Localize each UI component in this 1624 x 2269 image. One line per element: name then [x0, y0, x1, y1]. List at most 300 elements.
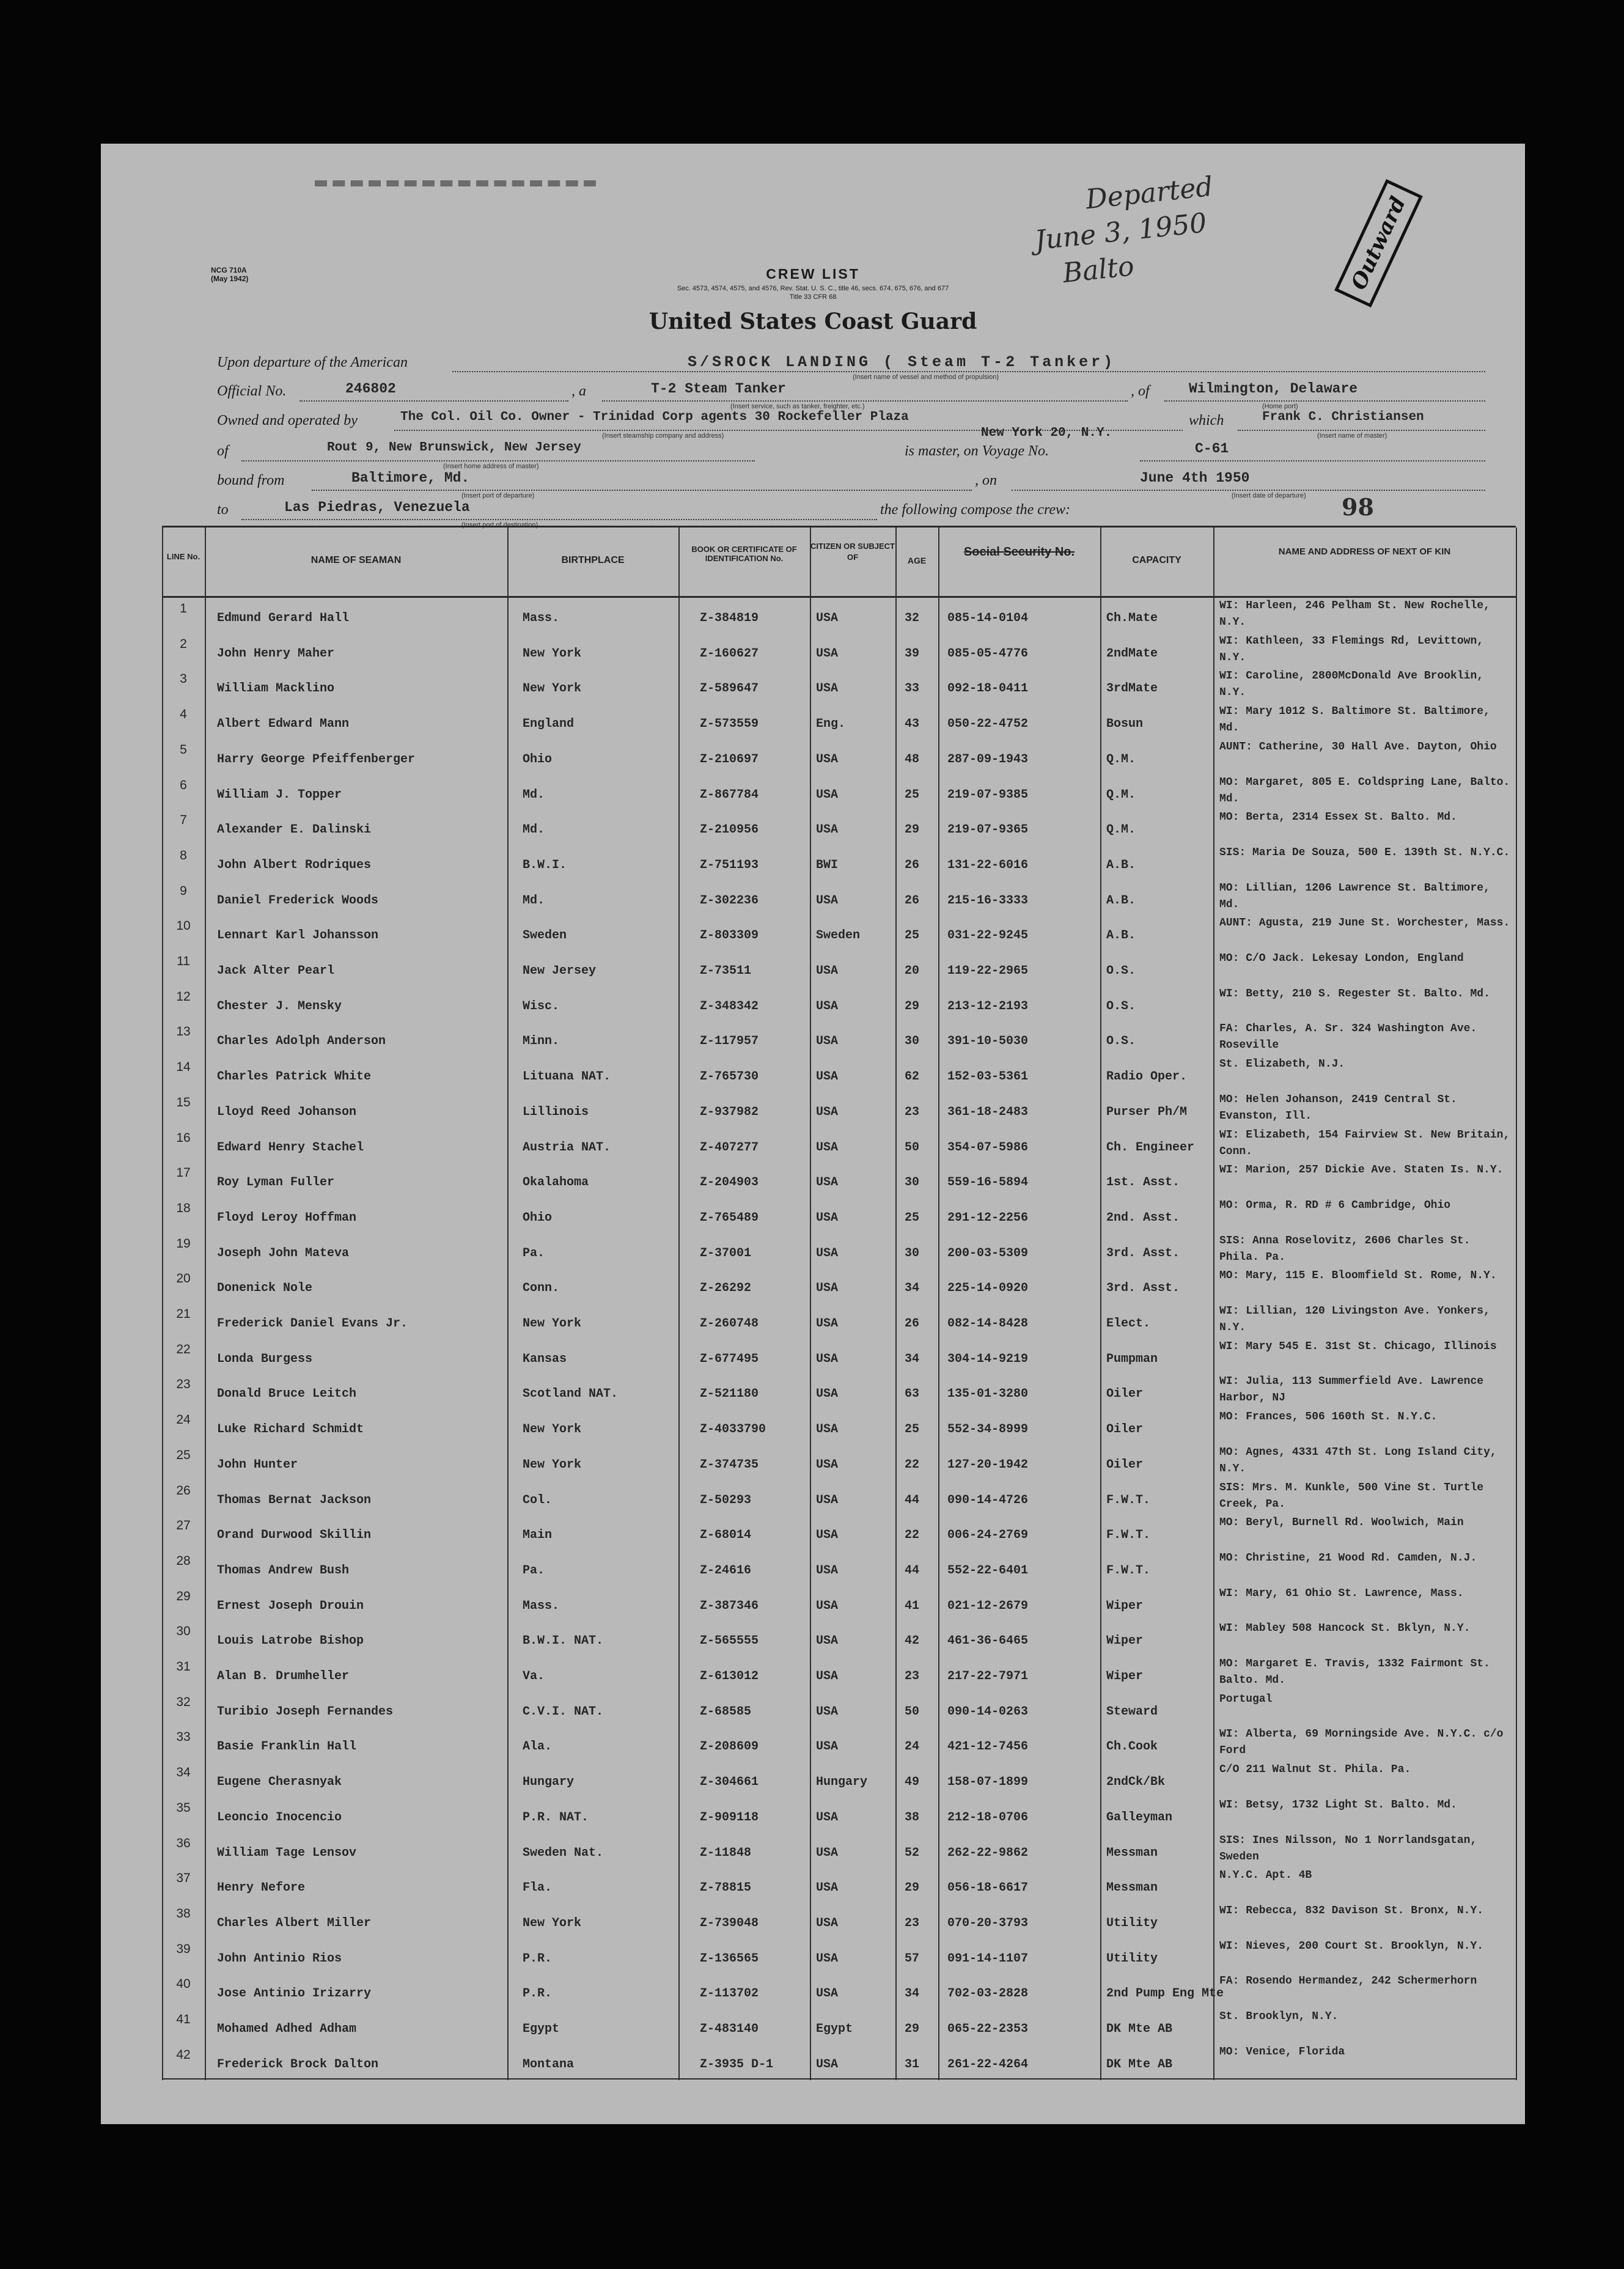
row-citizenship: USA	[816, 1422, 839, 1437]
row-seaman-name: Roy Lyman Fuller	[217, 1175, 335, 1190]
row-age: 49	[905, 1775, 920, 1790]
row-capacity: Utility	[1106, 1916, 1158, 1930]
row-seaman-name: Charles Patrick White	[217, 1070, 372, 1084]
row-certificate-number: Z-937982	[700, 1105, 759, 1119]
col-birthplace: BIRTHPLACE	[561, 555, 625, 565]
row-citizenship: USA	[816, 1175, 839, 1190]
row-citizenship: USA	[816, 1987, 839, 2001]
crew-row	[162, 1515, 1516, 1550]
crew-row	[162, 1444, 1516, 1480]
row-birthplace: Wisc.	[523, 999, 560, 1013]
row-citizenship: USA	[816, 1740, 839, 1754]
col-age: AGE	[907, 556, 927, 565]
row-line-number: 25	[176, 1447, 191, 1462]
crew-row	[162, 1374, 1516, 1409]
row-next-of-kin: MO: Berta, 2314 Essex St. Balto. Md.	[1219, 811, 1457, 824]
row-capacity: F.W.T.	[1106, 1563, 1151, 1578]
row-social-security: 304-14-9219	[947, 1351, 1029, 1366]
row-seaman-name: Jack Alter Pearl	[217, 964, 335, 978]
row-social-security: 131-22-6016	[947, 858, 1029, 872]
official-number: 246802	[345, 381, 396, 397]
crew-row	[162, 633, 1516, 669]
row-citizenship: Eng.	[816, 717, 846, 732]
row-certificate-number: Z-78815	[700, 1881, 752, 1896]
departure-port: Baltimore, Md.	[351, 470, 470, 486]
row-line-number: 16	[176, 1130, 191, 1145]
row-next-of-kin: MO: Beryl, Burnell Rd. Woolwich, Main	[1219, 1517, 1464, 1529]
row-citizenship: USA	[816, 1951, 839, 1966]
row-next-of-kin: WI: Nieves, 200 Court St. Brooklyn, N.Y.	[1219, 1940, 1484, 1952]
row-next-of-kin: WI: Julia, 113 Summerfield Ave. Lawrence Harbor, NJ	[1219, 1375, 1484, 1405]
row-capacity: Oiler	[1106, 1457, 1144, 1472]
row-certificate-number: Z-73511	[700, 964, 752, 978]
row-seaman-name: Daniel Frederick Woods	[217, 893, 379, 908]
row-certificate-number: Z-573559	[700, 717, 759, 732]
row-line-number: 8	[180, 848, 187, 862]
row-capacity: Radio Oper.	[1106, 1070, 1188, 1084]
row-birthplace: New York	[523, 1317, 582, 1331]
row-age: 41	[905, 1598, 920, 1613]
crew-row	[162, 1409, 1516, 1444]
row-birthplace: Lituana NAT.	[523, 1070, 611, 1084]
row-birthplace: P.R.	[523, 1951, 553, 1966]
vessel-name: S/SROCK LANDING ( Steam T-2 Tanker)	[688, 353, 1116, 371]
row-line-number: 11	[177, 954, 190, 968]
row-capacity: O.S.	[1106, 1034, 1136, 1049]
row-social-security: 702-03-2828	[947, 1987, 1029, 2001]
row-next-of-kin: WI: Marion, 257 Dickie Ave. Staten Is. N.Y.	[1219, 1164, 1504, 1177]
row-birthplace: B.W.I. NAT.	[523, 1634, 604, 1649]
row-certificate-number: Z-387346	[700, 1598, 759, 1613]
row-citizenship: USA	[816, 1246, 839, 1260]
row-birthplace: Mass.	[523, 1598, 560, 1613]
row-birthplace: Ohio	[523, 752, 553, 767]
row-capacity: Bosun	[1106, 717, 1144, 732]
row-age: 30	[905, 1175, 920, 1190]
statute-reference: Sec. 4573, 4574, 4575, and 4576, Rev. Stat. U. S. C., title 46, secs. 674, 675, 676, and 677 Title 33 CFR 68	[677, 285, 949, 301]
row-birthplace: B.W.I.	[523, 858, 567, 872]
row-capacity: Q.M.	[1106, 823, 1136, 837]
row-certificate-number: Z-867784	[700, 787, 759, 802]
row-line-number: 35	[176, 1800, 191, 1815]
row-citizenship: Hungary	[816, 1775, 868, 1790]
row-certificate-number: Z-739048	[700, 1916, 759, 1930]
row-line-number: 34	[176, 1765, 191, 1780]
row-line-number: 31	[176, 1660, 191, 1674]
row-social-security: 361-18-2483	[947, 1105, 1029, 1119]
departure-label: Upon departure of the American	[217, 355, 408, 370]
row-next-of-kin: MO: Margaret E. Travis, 1332 Fairmont St. Balto. Md.	[1219, 1658, 1490, 1686]
row-certificate-number: Z-204903	[700, 1175, 759, 1190]
col-line-no: LINE No.	[166, 552, 200, 561]
row-social-security: 262-22-9862	[947, 1845, 1029, 1860]
row-citizenship: USA	[816, 964, 839, 978]
row-certificate-number: Z-117957	[700, 1034, 759, 1049]
row-citizenship: USA	[816, 823, 839, 837]
row-next-of-kin: AUNT: Catherine, 30 Hall Ave. Dayton, Ohio	[1219, 740, 1497, 753]
row-capacity: F.W.T.	[1106, 1493, 1151, 1507]
row-seaman-name: Thomas Bernat Jackson	[217, 1493, 372, 1507]
row-next-of-kin: SIS: Maria De Souza, 500 E. 139th St. N.Y.C.	[1219, 846, 1510, 859]
row-social-security: 021-12-2679	[947, 1598, 1029, 1613]
row-citizenship: Egypt	[816, 2022, 853, 2036]
owner: The Col. Oil Co. Owner - Trinidad Corp agents 30 Rockefeller Plaza	[400, 410, 909, 424]
row-seaman-name: Albert Edward Mann	[217, 717, 350, 732]
row-line-number: 14	[176, 1060, 191, 1075]
row-citizenship: USA	[816, 611, 839, 625]
row-line-number: 27	[176, 1518, 191, 1533]
crew-row	[162, 1021, 1516, 1056]
row-birthplace: England	[523, 717, 575, 732]
row-age: 39	[905, 646, 920, 661]
row-social-security: 090-14-4726	[947, 1493, 1029, 1507]
crew-table	[162, 526, 1516, 2080]
row-certificate-number: Z-304661	[700, 1775, 759, 1790]
row-capacity: 1st. Asst.	[1106, 1175, 1180, 1190]
row-birthplace: New York	[523, 682, 582, 696]
row-line-number: 28	[176, 1553, 191, 1568]
row-capacity: Oiler	[1106, 1422, 1144, 1437]
row-citizenship: USA	[816, 1351, 839, 1366]
row-seaman-name: John Albert Rodriques	[217, 858, 372, 872]
row-citizenship: USA	[816, 1916, 839, 1930]
row-next-of-kin: FA: Rosendo Hermandez, 242 Schermerhorn	[1219, 1975, 1477, 1988]
row-next-of-kin: N.Y.C. Apt. 4B	[1219, 1869, 1312, 1882]
row-capacity: Steward	[1106, 1704, 1158, 1719]
row-certificate-number: Z-68014	[700, 1528, 752, 1543]
row-citizenship: USA	[816, 1881, 839, 1896]
row-line-number: 5	[180, 742, 187, 757]
row-seaman-name: Frederick Daniel Evans Jr.	[217, 1317, 408, 1331]
row-capacity: F.W.T.	[1106, 1528, 1151, 1543]
row-age: 31	[905, 2057, 920, 2072]
row-birthplace: New Jersey	[523, 964, 597, 978]
row-citizenship: USA	[816, 1387, 839, 1402]
row-age: 24	[905, 1740, 920, 1754]
crew-row	[162, 1127, 1516, 1163]
row-certificate-number: Z-11848	[700, 1845, 752, 1860]
row-seaman-name: Lloyd Reed Johanson	[217, 1105, 357, 1119]
form-code: NCG 710A (May 1942)	[211, 266, 249, 283]
master-name: Frank C. Christiansen	[1262, 410, 1424, 424]
row-seaman-name: Turibio Joseph Fernandes	[217, 1704, 394, 1719]
row-social-security: 065-22-2353	[947, 2022, 1029, 2036]
row-citizenship: BWI	[816, 858, 839, 872]
row-citizenship: USA	[816, 1598, 839, 1613]
row-social-security: 287-09-1943	[947, 752, 1029, 767]
row-seaman-name: Thomas Andrew Bush	[217, 1563, 350, 1578]
agency-title: United States Coast Guard	[648, 309, 977, 334]
row-seaman-name: Henry Nefore	[217, 1881, 306, 1896]
row-line-number: 38	[176, 1906, 191, 1921]
row-citizenship: Sweden	[816, 929, 861, 943]
row-certificate-number: Z-407277	[700, 1140, 759, 1155]
crew-row	[162, 1797, 1516, 1833]
row-capacity: 2ndCk/Bk	[1106, 1775, 1166, 1790]
destination-port: Las Piedras, Venezuela	[284, 499, 470, 515]
row-certificate-number: Z-68585	[700, 1704, 752, 1719]
row-birthplace: Kansas	[523, 1351, 567, 1366]
crew-row	[162, 1303, 1516, 1339]
row-birthplace: P.R.	[523, 1987, 553, 2001]
row-birthplace: Md.	[523, 787, 545, 802]
row-next-of-kin: MO: Helen Johanson, 2419 Central St. Evanston, Ill.	[1219, 1093, 1457, 1122]
row-next-of-kin: SIS: Mrs. M. Kunkle, 500 Vine St. Turtle Creek, Pa.	[1219, 1481, 1484, 1510]
row-citizenship: USA	[816, 1810, 839, 1825]
row-capacity: 3rd. Asst.	[1106, 1246, 1180, 1260]
row-birthplace: New York	[523, 646, 582, 661]
row-certificate-number: Z-4033790	[700, 1422, 766, 1437]
row-capacity: O.S.	[1106, 964, 1136, 978]
crew-row	[162, 1762, 1516, 1797]
row-social-security: 421-12-7456	[947, 1740, 1029, 1754]
row-capacity: 2ndMate	[1106, 646, 1158, 661]
row-next-of-kin: Portugal	[1219, 1693, 1273, 1705]
row-citizenship: USA	[816, 787, 839, 802]
row-certificate-number: Z-210697	[700, 752, 759, 767]
col-name: NAME OF SEAMAN	[310, 555, 402, 565]
crew-row	[162, 598, 1516, 633]
crew-row	[162, 1726, 1516, 1762]
row-birthplace: Va.	[523, 1669, 545, 1683]
row-social-security: 152-03-5361	[947, 1070, 1029, 1084]
row-line-number: 21	[176, 1307, 191, 1321]
row-next-of-kin: SIS: Ines Nilsson, No 1 Norrlandsgatan, Sweden	[1219, 1834, 1477, 1863]
row-social-security: 090-14-0263	[947, 1704, 1029, 1719]
row-birthplace: Md.	[523, 823, 545, 837]
row-next-of-kin: WI: Mabley 508 Hancock St. Bklyn, N.Y.	[1219, 1622, 1471, 1635]
row-capacity: Q.M.	[1106, 787, 1136, 802]
owner-city: New York 20, N.Y.	[981, 426, 1112, 440]
row-capacity: Purser Ph/M	[1106, 1105, 1188, 1119]
row-seaman-name: John Hunter	[217, 1457, 298, 1472]
row-age: 22	[905, 1457, 920, 1472]
row-certificate-number: Z-374735	[700, 1457, 759, 1472]
row-line-number: 23	[176, 1377, 191, 1392]
row-seaman-name: Charles Adolph Anderson	[217, 1034, 386, 1049]
row-birthplace: Main	[523, 1528, 553, 1543]
row-age: 44	[905, 1563, 920, 1578]
row-birthplace: Sweden	[523, 929, 567, 943]
row-next-of-kin: MO: Mary, 115 E. Bloomfield St. Rome, N.Y.	[1219, 1270, 1497, 1282]
row-next-of-kin: WI: Caroline, 2800McDonald Ave Brooklin, N.Y.	[1219, 670, 1484, 699]
row-next-of-kin: St. Elizabeth, N.J.	[1219, 1058, 1345, 1071]
row-capacity: Ch.Cook	[1106, 1740, 1158, 1754]
row-seaman-name: William Macklino	[217, 682, 335, 696]
row-certificate-number: Z-565555	[700, 1634, 759, 1649]
row-social-security: 158-07-1899	[947, 1775, 1029, 1790]
row-age: 52	[905, 1845, 920, 1860]
crew-row	[162, 1162, 1516, 1197]
row-line-number: 13	[176, 1024, 191, 1039]
row-seaman-name: Londa Burgess	[217, 1351, 313, 1366]
row-capacity: 3rd. Asst.	[1106, 1281, 1180, 1296]
row-next-of-kin: MO: Orma, R. RD # 6 Cambridge, Ohio	[1219, 1199, 1451, 1212]
row-age: 22	[905, 1528, 920, 1543]
row-next-of-kin: SIS: Anna Roselovitz, 2606 Charles St. Phila. Pa.	[1219, 1234, 1471, 1263]
row-seaman-name: Eugene Cherasnyak	[217, 1775, 342, 1790]
col-next-of-kin: NAME AND ADDRESS OF NEXT OF KIN	[1278, 546, 1451, 557]
row-certificate-number: Z-208609	[700, 1740, 759, 1754]
row-age: 34	[905, 1351, 920, 1366]
row-citizenship: USA	[816, 1634, 839, 1649]
row-citizenship: USA	[816, 1845, 839, 1860]
row-next-of-kin: WI: Alberta, 69 Morningside Ave. N.Y.C. c/o Ford	[1219, 1728, 1504, 1757]
crew-row	[162, 1938, 1516, 1974]
row-social-security: 559-16-5894	[947, 1175, 1029, 1190]
row-line-number: 7	[180, 813, 187, 828]
row-citizenship: USA	[816, 1457, 839, 1472]
crew-row	[162, 1197, 1516, 1233]
row-citizenship: USA	[816, 646, 839, 661]
row-line-number: 33	[176, 1730, 191, 1745]
crew-row	[162, 809, 1516, 845]
row-birthplace: Mass.	[523, 611, 560, 625]
row-seaman-name: Alan B. Drumheller	[217, 1669, 350, 1683]
crew-row	[162, 880, 1516, 916]
row-line-number: 30	[176, 1624, 191, 1639]
row-citizenship: USA	[816, 1105, 839, 1119]
row-citizenship: USA	[816, 1493, 839, 1507]
crew-row	[162, 1867, 1516, 1903]
row-certificate-number: Z-765730	[700, 1070, 759, 1084]
voyage-number: C-61	[1195, 441, 1229, 457]
row-capacity: Wiper	[1106, 1634, 1144, 1649]
row-next-of-kin: St. Brooklyn, N.Y.	[1219, 2010, 1339, 2023]
row-birthplace: Md.	[523, 893, 545, 908]
row-line-number: 39	[176, 1941, 191, 1956]
row-social-security: 552-22-6401	[947, 1563, 1029, 1578]
row-citizenship: USA	[816, 1317, 839, 1331]
row-certificate-number: Z-26292	[700, 1281, 752, 1296]
row-social-security: 219-07-9385	[947, 787, 1029, 802]
row-seaman-name: Mohamed Adhed Adham	[217, 2022, 357, 2036]
row-social-security: 215-16-3333	[947, 893, 1029, 908]
row-seaman-name: William Tage Lensov	[217, 1845, 357, 1860]
row-certificate-number: Z-909118	[700, 1810, 759, 1825]
row-line-number: 19	[176, 1236, 191, 1251]
row-certificate-number: Z-765489	[700, 1210, 759, 1225]
row-birthplace: Lillinois	[523, 1105, 589, 1119]
crew-row	[162, 986, 1516, 1021]
row-birthplace: New York	[523, 1422, 582, 1437]
row-line-number: 36	[176, 1836, 191, 1850]
crew-row	[162, 668, 1516, 704]
row-line-number: 29	[176, 1589, 191, 1603]
row-line-number: 20	[176, 1271, 191, 1286]
row-seaman-name: Donenick Nole	[217, 1281, 313, 1296]
crew-rows	[162, 598, 1516, 2080]
row-birthplace: Ohio	[523, 1210, 553, 1225]
crew-row	[162, 951, 1516, 986]
row-social-security: 391-10-5030	[947, 1034, 1029, 1049]
crew-row	[162, 1056, 1516, 1092]
row-age: 26	[905, 1317, 920, 1331]
row-capacity: Wiper	[1106, 1669, 1144, 1683]
row-birthplace: Egypt	[523, 2022, 560, 2036]
row-line-number: 18	[176, 1201, 191, 1215]
row-social-security: 217-22-7971	[947, 1669, 1029, 1683]
row-capacity: Messman	[1106, 1881, 1158, 1896]
row-seaman-name: Luke Richard Schmidt	[217, 1422, 364, 1437]
row-citizenship: USA	[816, 999, 839, 1013]
row-birthplace: Pa.	[523, 1563, 545, 1578]
row-line-number: 15	[176, 1095, 191, 1109]
row-capacity: 3rdMate	[1106, 682, 1158, 696]
row-social-security: 291-12-2256	[947, 1210, 1029, 1225]
row-seaman-name: Joseph John Mateva	[217, 1246, 350, 1260]
row-certificate-number: Z-136565	[700, 1951, 759, 1966]
row-age: 30	[905, 1246, 920, 1260]
row-birthplace: Minn.	[523, 1034, 560, 1049]
row-certificate-number: Z-589647	[700, 682, 759, 696]
row-seaman-name: Basie Franklin Hall	[217, 1740, 357, 1754]
row-social-security: 135-01-3280	[947, 1387, 1029, 1402]
row-social-security: 219-07-9365	[947, 823, 1029, 837]
row-capacity: A.B.	[1106, 893, 1136, 908]
row-age: 23	[905, 1916, 920, 1930]
row-capacity: DK Mte AB	[1106, 2022, 1173, 2036]
row-seaman-name: Lennart Karl Johansson	[217, 929, 379, 943]
row-line-number: 24	[176, 1413, 191, 1427]
crew-row	[162, 1903, 1516, 1938]
row-seaman-name: Orand Durwood Skillin	[217, 1528, 372, 1543]
row-social-security: 127-20-1942	[947, 1457, 1029, 1472]
row-age: 50	[905, 1140, 920, 1155]
row-birthplace: Col.	[523, 1493, 553, 1507]
row-birthplace: New York	[523, 1457, 582, 1472]
row-certificate-number: Z-50293	[700, 1493, 752, 1507]
row-social-security: 085-05-4776	[947, 646, 1029, 661]
row-seaman-name: Ernest Joseph Drouin	[217, 1598, 364, 1613]
row-seaman-name: William J. Topper	[217, 787, 342, 802]
row-social-security: 354-07-5986	[947, 1140, 1029, 1155]
row-citizenship: USA	[816, 1210, 839, 1225]
row-line-number: 22	[176, 1342, 191, 1356]
crew-row	[162, 704, 1516, 739]
row-social-security: 200-03-5309	[947, 1246, 1029, 1260]
row-capacity: Ch.Mate	[1106, 611, 1158, 625]
row-capacity: Pumpman	[1106, 1351, 1158, 1366]
crew-row	[162, 739, 1516, 774]
row-certificate-number: Z-348342	[700, 999, 759, 1013]
row-age: 43	[905, 717, 920, 732]
crew-row	[162, 1691, 1516, 1727]
row-certificate-number: Z-37001	[700, 1246, 752, 1260]
row-seaman-name: John Henry Maher	[217, 646, 335, 661]
row-age: 44	[905, 1493, 920, 1507]
row-age: 29	[905, 2022, 920, 2036]
crew-row	[162, 774, 1516, 810]
row-age: 32	[905, 611, 920, 625]
crew-row	[162, 1233, 1516, 1268]
row-birthplace: Okalahoma	[523, 1175, 589, 1190]
row-certificate-number: Z-210956	[700, 823, 759, 837]
row-line-number: 1	[180, 601, 187, 616]
row-line-number: 3	[180, 672, 187, 686]
row-line-number: 2	[180, 636, 187, 651]
row-birthplace: Conn.	[523, 1281, 560, 1296]
row-social-security: 552-34-8999	[947, 1422, 1029, 1437]
table-bottom-rule	[162, 2078, 1516, 2080]
row-capacity: O.S.	[1106, 999, 1136, 1013]
row-birthplace: Austria NAT.	[523, 1140, 611, 1155]
owned-label: Owned and operated by	[217, 413, 358, 428]
row-certificate-number: Z-613012	[700, 1669, 759, 1683]
row-next-of-kin: WI: Mary 545 E. 31st St. Chicago, Illinois	[1219, 1340, 1497, 1353]
row-certificate-number: Z-260748	[700, 1317, 759, 1331]
row-birthplace: Hungary	[523, 1775, 575, 1790]
